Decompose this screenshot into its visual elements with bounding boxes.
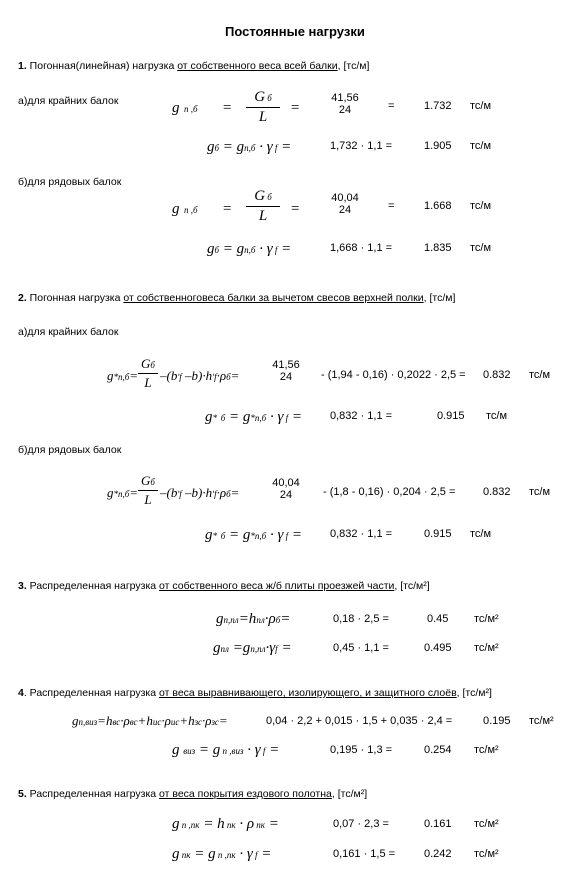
result-value: 1.732 [424, 100, 452, 112]
section-text: Распределенная нагрузка [26, 580, 160, 592]
calc-expression: 1,668 · 1,1 = [330, 242, 393, 254]
equals-sign: = [222, 201, 233, 217]
section-text: Погонная нагрузка [26, 292, 124, 304]
section-subject: от веса выравнивающего, изолирующего, и защитного слоёв [159, 687, 457, 699]
equals-sign: = [290, 201, 301, 217]
section-number: 3. [18, 580, 27, 592]
formula-g-linear: g п ,б [172, 201, 198, 217]
unit: тс/м² [474, 818, 499, 830]
equals-sign: = [388, 200, 395, 212]
section-units: , [тс/м²] [331, 788, 368, 800]
formula-gb: gб = gп,б · γ f = [207, 241, 292, 257]
formula-gb-star: g* б = g*п,б · γ f = [205, 409, 302, 425]
section-subject: от собственного веса ж/б плиты проезжей части [159, 580, 395, 592]
unit: тс/м [470, 140, 492, 152]
calc-expression: - (1,94 - 0,16) · 0,2022 · 2,5 = [321, 369, 466, 381]
unit: тс/м [529, 369, 551, 381]
section-2-heading [18, 292, 455, 304]
equals-sign: = [222, 100, 233, 116]
section-number: 4 [18, 687, 24, 699]
section-subject: от собственноговеса балки за вычетом свесов верхней полки [123, 292, 424, 304]
result-value: 0.832 [483, 369, 511, 381]
section-number: 1. [18, 60, 27, 72]
section-subject: от собственного веса всей балки [177, 60, 338, 72]
page-title: Постоянные нагрузки [225, 24, 365, 39]
formula-g-pavement-factor: g пк = g п ,пк · γ f = [172, 846, 272, 862]
calc-expression: 0,07 · 2,3 = [333, 818, 389, 830]
formula-gb: gб = gп,б · γ f = [207, 139, 292, 155]
unit: тс/м [470, 100, 492, 112]
section-text: . Распределенная нагрузка [23, 687, 160, 699]
unit: тс/м [470, 242, 492, 254]
result-value: 0.195 [483, 715, 511, 727]
calc-expression: 0,04 · 2,2 + 0,015 · 1,5 + 0,035 · 2,4 = [266, 715, 453, 727]
unit: тс/м² [474, 613, 499, 625]
equals-sign: = [388, 100, 395, 112]
result-value: 0.915 [437, 410, 465, 422]
result-value: 0.161 [424, 818, 452, 830]
fraction-G-over-L: Gб L [138, 473, 158, 508]
section-text: Погонная(линейная) нагрузка [26, 60, 178, 72]
result-value: 1.835 [424, 242, 452, 254]
section-subject: от веса покрытия ездового полотна [159, 788, 332, 800]
fraction-G-over-L: G б L [246, 188, 280, 225]
section-text: Распределенная нагрузка [26, 788, 160, 800]
value-fraction: 41,56 24 [331, 92, 359, 116]
formula-g-star: g*п,б= [107, 485, 139, 500]
calc-expression: 0,45 · 1,1 = [333, 642, 389, 654]
formula-g-pavement: g п ,пк = h пк · ρ пк = [172, 816, 279, 832]
section-3-heading [18, 580, 430, 592]
result-value: 0.242 [424, 848, 452, 860]
case-label: б)для рядовых балок [18, 444, 122, 456]
section-1-heading [18, 60, 369, 72]
fraction-G-over-L: Gб L [138, 356, 158, 391]
unit: тс/м² [474, 848, 499, 860]
unit: тс/м [470, 528, 492, 540]
formula-g-layers-factor: g виз = g п ,виз · γ f = [172, 742, 280, 758]
unit: тс/м [470, 200, 492, 212]
formula-subtraction: –(bʹf –b)·hʹf·ρб= [160, 485, 240, 500]
formula-g-slab-factor: gпл =gп,пл·γf = [213, 640, 292, 656]
result-value: 0.495 [424, 642, 452, 654]
section-5-heading [18, 788, 367, 800]
calc-expression: 0,832 · 1,1 = [330, 410, 393, 422]
unit: тс/м² [529, 715, 554, 727]
formula-g-star: g*п,б= [107, 368, 139, 383]
section-4-heading [18, 687, 492, 699]
calc-expression: 0,832 · 1,1 = [330, 528, 393, 540]
calc-expression: 1,732 · 1,1 = [330, 140, 393, 152]
result-value: 0.254 [424, 744, 452, 756]
case-label: а)для крайних балок [18, 95, 119, 107]
result-value: 0.45 [427, 613, 449, 625]
result-value: 1.905 [424, 140, 452, 152]
value-fraction: 41,56 24 [272, 359, 300, 383]
formula-g-layers: gп,виз=hвс·ρвс+hис·ρис+hзс·ρзс= [72, 713, 228, 728]
section-number: 5. [18, 788, 27, 800]
section-units: , [тс/м] [337, 60, 370, 72]
case-label: б)для рядовых балок [18, 176, 122, 188]
result-value: 0.915 [424, 528, 452, 540]
section-units: , [тс/м²] [456, 687, 492, 699]
formula-gb-star: g* б = g*п,б · γ f = [205, 527, 302, 543]
result-value: 0.832 [483, 486, 511, 498]
fraction-G-over-L: G б L [246, 89, 280, 126]
case-label: а)для крайних балок [18, 326, 119, 338]
section-units: , [тс/м] [423, 292, 456, 304]
section-number: 2. [18, 292, 27, 304]
value-fraction: 40,04 24 [331, 192, 359, 216]
calc-expression: 0,161 · 1,5 = [333, 848, 396, 860]
value-fraction: 40,04 24 [272, 477, 300, 501]
calc-expression: - (1,8 - 0,16) · 0,204 · 2,5 = [323, 486, 456, 498]
formula-g-linear: g п ,б [172, 100, 198, 116]
result-value: 1.668 [424, 200, 452, 212]
section-units: , [тс/м²] [394, 580, 430, 592]
calc-expression: 0,195 · 1,3 = [330, 744, 393, 756]
unit: тс/м² [474, 744, 499, 756]
formula-g-slab: gп,пл=hпл·ρб= [216, 611, 291, 627]
unit: тс/м [486, 410, 508, 422]
calc-expression: 0,18 · 2,5 = [333, 613, 389, 625]
unit: тс/м² [474, 642, 499, 654]
equals-sign: = [290, 100, 301, 116]
unit: тс/м [529, 486, 551, 498]
formula-subtraction: –(bʹf –b)·hʹf·ρб= [160, 368, 240, 383]
